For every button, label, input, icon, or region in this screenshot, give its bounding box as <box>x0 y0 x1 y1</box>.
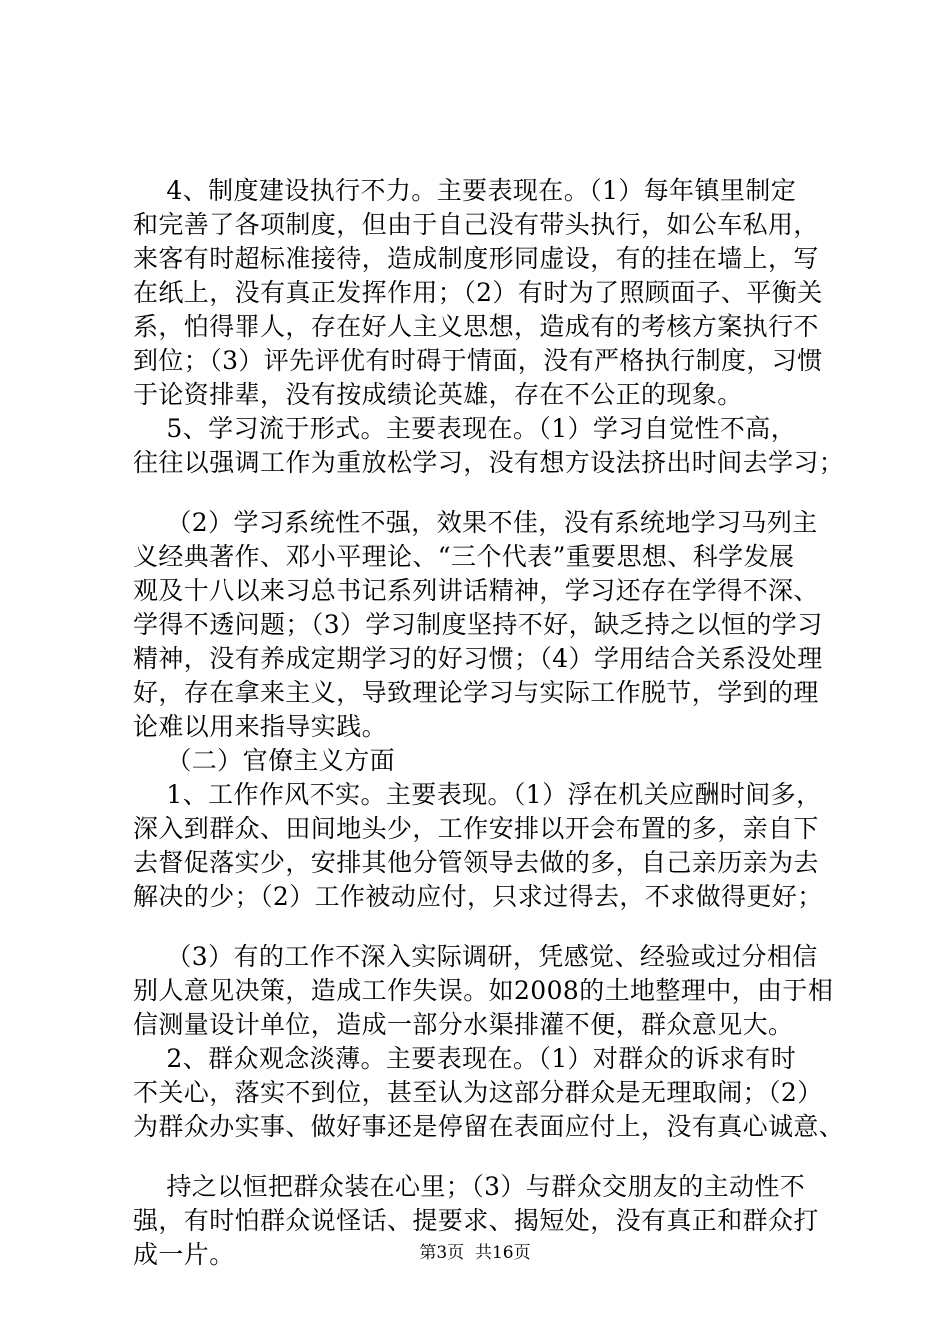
text-line: 强，有时怕群众说怪话、提要求、揭短处，没有真正和群众打 <box>133 1206 819 1235</box>
text-line: 4、制度建设执行不力。主要表现在。（1）每年镇里制定 <box>133 176 797 205</box>
text-line: 不关心，落实不到位，甚至认为这部分群众是无理取闹；（2） <box>133 1078 823 1107</box>
text-line: 5、学习流于形式。主要表现在。（1）学习自觉性不高， <box>133 414 797 443</box>
page-number-footer: 第3页 共16页 <box>419 1243 531 1263</box>
text-line: 论难以用来指导实践。 <box>133 712 388 741</box>
text-line: 精神，没有养成定期学习的好习惯；（4）学用结合关系没处理 <box>133 644 823 673</box>
text-line: 来客有时超标准接待，造成制度形同虚设，有的挂在墙上，写 <box>133 244 819 273</box>
text-line: 去督促落实少，安排其他分管领导去做的多，自己亲历亲为去 <box>133 848 819 877</box>
text-line: 于论资排辈，没有按成绩论英雄，存在不公正的现象。 <box>133 380 743 409</box>
text-line: 和完善了各项制度，但由于自己没有带头执行，如公车私用， <box>133 210 819 239</box>
text-line: 成一片。 <box>133 1240 235 1269</box>
text-line: 学得不透问题；（3）学习制度坚持不好，缺乏持之以恒的学习 <box>133 610 823 639</box>
text-line: 为群众办实事、做好事还是停留在表面应付上，没有真心诚意、 <box>133 1112 845 1141</box>
text-line: （2）学习系统性不强，效果不佳，没有系统地学习马列主 <box>133 508 818 537</box>
text-line: 解决的少；（2）工作被动应付，只求过得去，不求做得更好； <box>133 882 823 911</box>
text-line: 信测量设计单位，造成一部分水渠排灌不便，群众意见大。 <box>133 1010 794 1039</box>
text-line: （3）有的工作不深入实际调研，凭感觉、经验或过分相信 <box>133 942 818 971</box>
text-line: 深入到群众、田间地头少，工作安排以开会布置的多，亲自下 <box>133 814 819 843</box>
text-line: 2、群众观念淡薄。主要表现在。（1）对群众的诉求有时 <box>133 1044 797 1073</box>
text-line: 系，怕得罪人，存在好人主义思想，造成有的考核方案执行不 <box>133 312 819 341</box>
text-line: 义经典著作、邓小平理论、“三个代表”重要思想、科学发展 <box>133 542 795 571</box>
text-line: 持之以恒把群众装在心里；（3）与群众交朋友的主动性不 <box>133 1172 806 1201</box>
text-line: 观及十八以来习总书记系列讲话精神，学习还存在学得不深、 <box>133 576 819 605</box>
section-heading: （二）官僚主义方面 <box>133 746 395 775</box>
text-line: 好，存在拿来主义，导致理论学习与实际工作脱节，学到的理 <box>133 678 819 707</box>
text-line: 到位；（3）评先评优有时碍于情面，没有严格执行制度，习惯 <box>133 346 823 375</box>
text-line: 往往以强调工作为重放松学习，没有想方设法挤出时间去学习； <box>133 448 845 477</box>
text-line: 1、工作作风不实。主要表现。（1）浮在机关应酬时间多， <box>133 780 822 809</box>
text-line: 在纸上，没有真正发挥作用；（2）有时为了照顾面子、平衡关 <box>133 278 823 307</box>
text-line: 别人意见决策，造成工作失误。如2008的土地整理中，由于相 <box>133 976 834 1005</box>
